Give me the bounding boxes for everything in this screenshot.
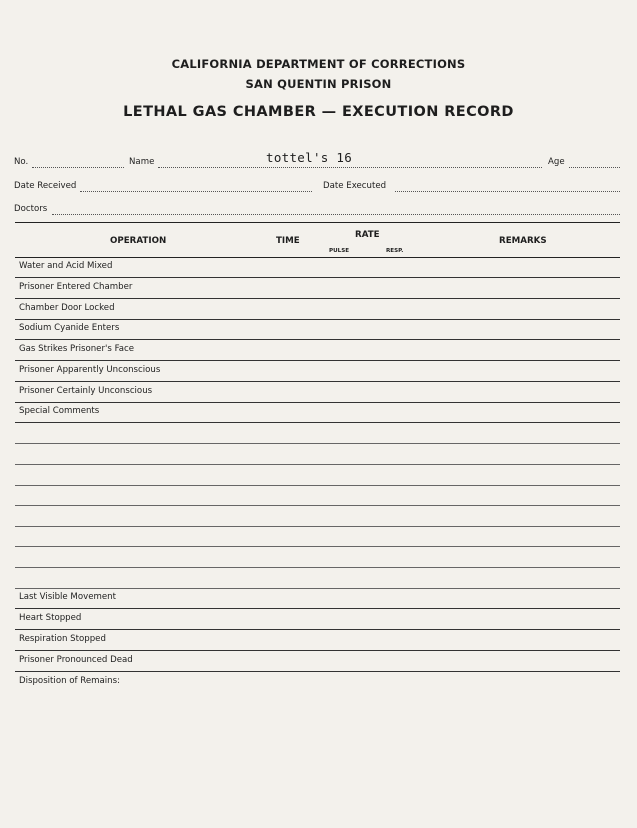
resp-header: RESP. xyxy=(386,248,404,254)
row-rule xyxy=(15,381,620,382)
date-executed-field[interactable] xyxy=(395,190,620,192)
comment-line[interactable] xyxy=(15,443,620,444)
name-field[interactable] xyxy=(158,166,542,168)
row-rule xyxy=(15,360,620,361)
comment-line[interactable] xyxy=(15,505,620,506)
doctors-label: Doctors xyxy=(14,204,48,214)
date-received-label: Date Received xyxy=(14,181,77,191)
age-label: Age xyxy=(548,157,565,167)
agency-heading: CALIFORNIA DEPARTMENT OF CORRECTIONS xyxy=(171,57,466,71)
table-header-rule xyxy=(15,257,620,258)
doctors-field[interactable] xyxy=(52,213,620,215)
row-rule xyxy=(15,608,620,609)
row-rule xyxy=(15,277,620,278)
row-rule xyxy=(15,319,620,320)
row-rule xyxy=(15,671,620,672)
row-label: Special Comments xyxy=(19,406,100,416)
comment-line[interactable] xyxy=(15,546,620,547)
pulse-header: PULSE xyxy=(329,248,350,254)
name-label: Name xyxy=(129,157,155,167)
date-executed-label: Date Executed xyxy=(323,181,387,191)
row-label: Prisoner Apparently Unconscious xyxy=(19,365,161,375)
row-label: Prisoner Certainly Unconscious xyxy=(19,386,153,396)
row-label: Gas Strikes Prisoner's Face xyxy=(19,344,135,354)
age-field[interactable] xyxy=(569,166,620,168)
form-title: LETHAL GAS CHAMBER — EXECUTION RECORD xyxy=(123,104,514,120)
row-rule xyxy=(15,402,620,403)
row-label: Last Visible Movement xyxy=(19,592,116,602)
name-value: tottel's 16 xyxy=(266,150,353,165)
row-label: Prisoner Entered Chamber xyxy=(19,282,133,292)
row-rule xyxy=(15,629,620,630)
row-label: Respiration Stopped xyxy=(19,634,106,644)
table-top-rule xyxy=(15,222,620,223)
remarks-header: REMARKS xyxy=(499,236,547,246)
row-label: Heart Stopped xyxy=(19,613,82,623)
row-rule xyxy=(15,298,620,299)
row-label: Water and Acid Mixed xyxy=(19,261,113,271)
no-field[interactable] xyxy=(32,166,124,168)
row-label: Prisoner Pronounced Dead xyxy=(19,655,133,665)
time-header: TIME xyxy=(276,236,300,246)
row-label: Chamber Door Locked xyxy=(19,303,115,313)
rate-header: RATE xyxy=(355,230,380,240)
row-rule xyxy=(15,650,620,651)
row-rule xyxy=(15,422,620,423)
row-label: Sodium Cyanide Enters xyxy=(19,323,120,333)
prison-heading: SAN QUENTIN PRISON xyxy=(245,77,392,91)
comment-line[interactable] xyxy=(15,588,620,589)
date-received-field[interactable] xyxy=(80,190,312,192)
operation-header: OPERATION xyxy=(110,236,167,246)
comment-line[interactable] xyxy=(15,526,620,527)
comment-line[interactable] xyxy=(15,485,620,486)
row-label: Disposition of Remains: xyxy=(19,676,120,686)
comment-line[interactable] xyxy=(15,464,620,465)
no-label: No. xyxy=(14,157,29,167)
comment-line[interactable] xyxy=(15,567,620,568)
row-rule xyxy=(15,339,620,340)
